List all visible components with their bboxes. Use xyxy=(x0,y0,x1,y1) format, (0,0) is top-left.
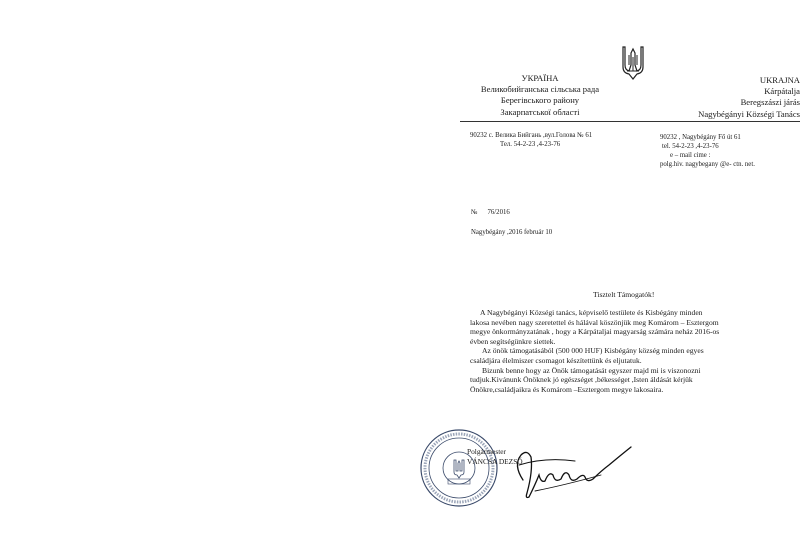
letter-date: Nagybégány ,2016 február 10 xyxy=(471,229,553,236)
handwritten-signature-icon xyxy=(505,435,645,505)
address-hu-phone: tel. 54-2-23 ,4-23-76 xyxy=(662,143,719,150)
header-ua-line: Великобийганська сільська рада xyxy=(480,84,600,95)
body-line: tudjuk.Kivánunk Önöknek jó egészséget ,békességet ,Isten áldását kérjük xyxy=(470,375,693,385)
body-line: családjára élelmiszer csomagot készítettünk és eljutatuk. xyxy=(470,355,642,365)
body-line: Az önök támogatásából (500 000 HUF) Kisbégány község minden egyes xyxy=(482,346,704,356)
trident-coat-of-arms-icon xyxy=(620,43,646,81)
body-line: megye önkormányzatának , hogy a Kárpátaljai magyarság számára neház 2016-os xyxy=(470,327,720,337)
letter-body xyxy=(470,308,785,394)
address-hungarian xyxy=(660,133,755,169)
address-ukrainian xyxy=(470,131,592,149)
body-line: lakosa nevében nagy szeretettel és hálával köszönjük meg Komárom – Esztergom xyxy=(470,317,719,327)
address-hu-email-label: e – mail cime : xyxy=(670,152,711,159)
header-ua-line: Берегівського району xyxy=(500,95,580,106)
body-line: A Nagybégányi Községi tanács, képviselő testülete és Kisbégány minden xyxy=(480,308,703,317)
header-ua-line: УКРАЇНА xyxy=(521,73,559,83)
header-ukrainian xyxy=(470,73,610,118)
body-line: évben segítségünkre siettek. xyxy=(470,336,556,346)
address-ua-line: 90232 с. Велика Бийгань ,вул.Голова № 61 xyxy=(470,132,593,139)
signatory-name: VÁNCSA DEZSŐ xyxy=(467,457,523,466)
salutation: Tisztelt Támogatók! xyxy=(593,290,655,299)
header-hu-line: Kárpátalja xyxy=(764,86,800,97)
body-line: Bizunk benne hogy az Önök támogatását egyszer majd mi is viszonozni xyxy=(482,365,701,375)
header-divider xyxy=(460,121,800,122)
signatory-title: Polgármester xyxy=(467,447,506,456)
registration-number xyxy=(471,209,510,216)
address-hu-line: 90232 , Nagybégány Fő út 61 xyxy=(660,134,741,141)
body-line: Önökre,családjaikra és Komárom –Esztergom megye lakosaira. xyxy=(470,384,664,394)
address-hu-email: polg.hiv. nagybegany @e- ctn. net. xyxy=(660,161,755,168)
number-sign: № xyxy=(471,209,478,216)
header-hu-line: Beregszászi járás xyxy=(740,97,800,108)
registration-value: 76/2016 xyxy=(487,209,510,216)
header-ua-line: Закарпатської області xyxy=(500,106,580,117)
header-hu-line: UKRAJNA xyxy=(759,75,800,85)
header-hu-line: Nagybégányi Községi Tanács xyxy=(698,108,800,119)
official-stamp-icon xyxy=(418,427,500,509)
address-ua-phone: Тел. 54-2-23 ,4-23-76 xyxy=(500,141,561,148)
header-hungarian xyxy=(650,75,800,120)
